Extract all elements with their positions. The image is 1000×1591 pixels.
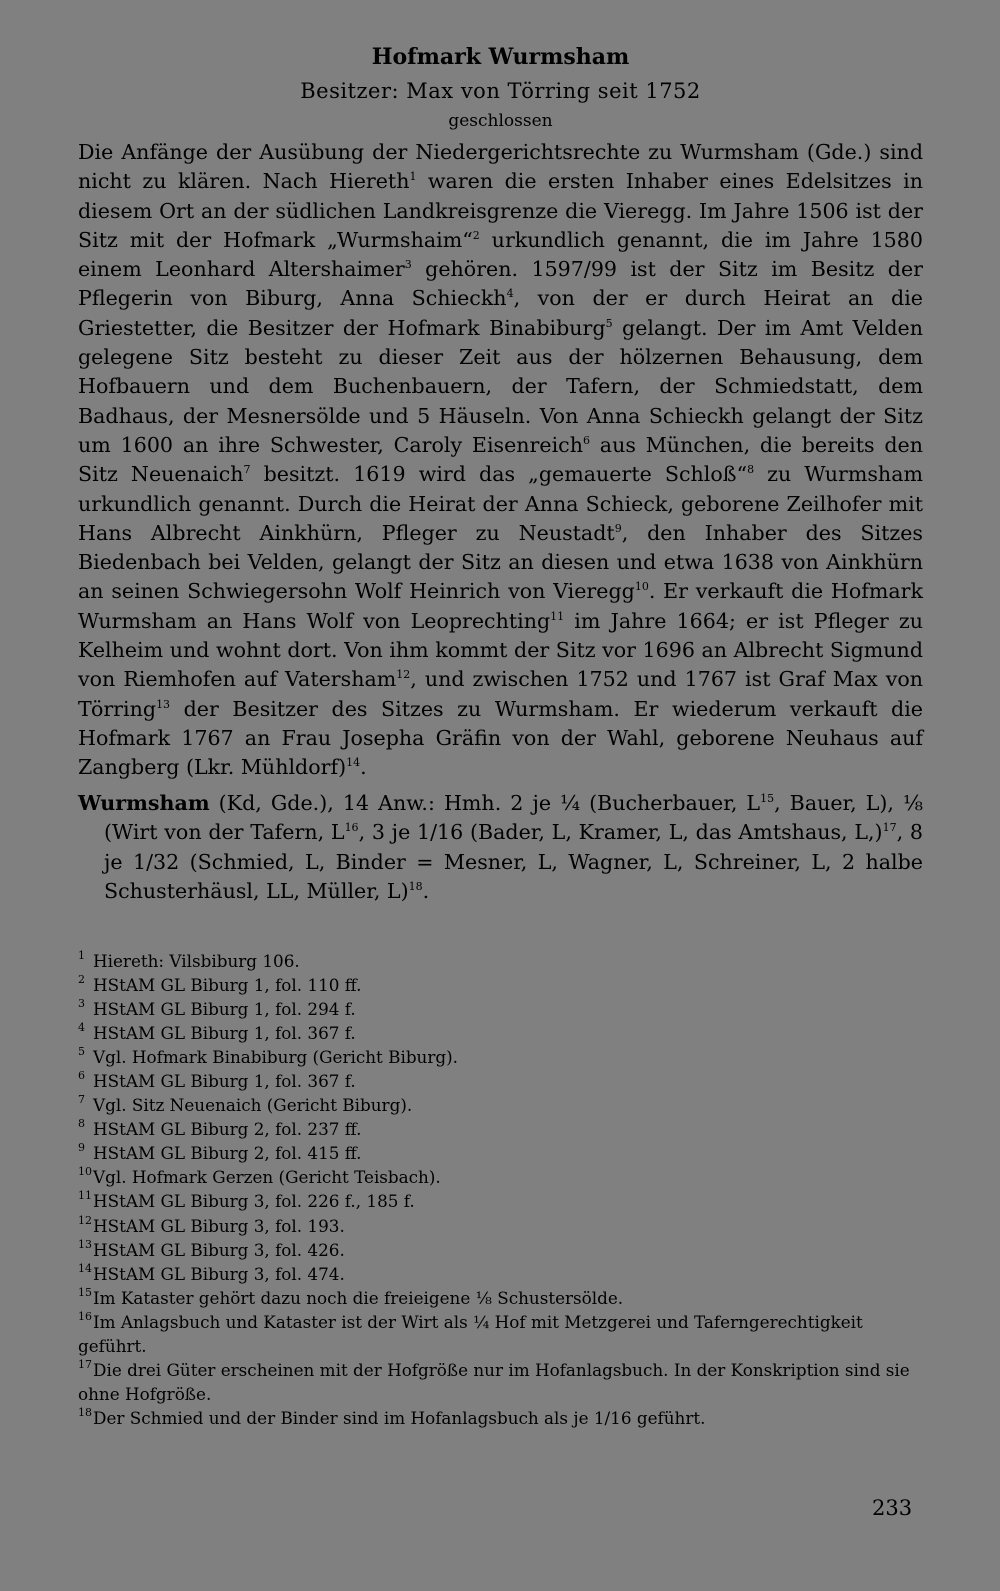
footnote-ref: 3 bbox=[404, 258, 412, 272]
footnote-ref: 10 bbox=[634, 580, 649, 594]
footnote-ref: 8 bbox=[747, 463, 755, 477]
footnote-ref: 18 bbox=[408, 880, 423, 894]
text-run: besitzt. 1619 wird das „gemauerte Schloß“ bbox=[250, 462, 748, 487]
footnote-text: HStAM GL Biburg 3, fol. 426. bbox=[93, 1239, 345, 1260]
footnote-ref: 12 bbox=[396, 668, 411, 682]
footnote-text: Im Anlagsbuch und Kataster ist der Wirt als ¼ Hof mit Metzgerei und Taferngerechtigkeit geführt. bbox=[78, 1311, 863, 1357]
text-run: aus München, die bereits den Sitz Neuenaich bbox=[78, 432, 923, 487]
footnote bbox=[78, 973, 923, 997]
footnote-text: HStAM GL Biburg 1, fol. 367 f. bbox=[93, 1071, 356, 1091]
text-run: zu Wurmsham urkundlich genannt. Durch die Heirat der Anna Schieck, geborene Zeilhofer mit Hans Albrecht Ainkhürn, Pfleger zu Neustadt bbox=[78, 462, 924, 545]
footnote-number: 7 bbox=[78, 1093, 85, 1107]
text-run: urkundlich genannt, die im Jahre 1580 einem Leonhard Altershaimer bbox=[78, 227, 923, 282]
footnote bbox=[78, 1189, 923, 1213]
footnote-ref: 1 bbox=[409, 170, 417, 184]
page-number: 233 bbox=[872, 1496, 913, 1520]
footnote-ref: 5 bbox=[605, 316, 613, 330]
footnote-number: 15 bbox=[78, 1285, 92, 1299]
footnote bbox=[78, 1069, 923, 1093]
text-run: im Jahre 1664; er ist Pfleger zu Kelheim und wohnt dort. Von ihm kommt der Sitz vor 1696 an Albrecht Sigmund von Riemhofen auf Vatersham bbox=[78, 608, 924, 692]
text-run: , 3 je 1/16 (Bader, L, Kramer, L, das Amtshaus, L,) bbox=[358, 820, 883, 845]
footnote-number: 4 bbox=[78, 1020, 85, 1034]
footnote-ref: 7 bbox=[243, 463, 251, 477]
footnote bbox=[78, 1286, 923, 1310]
footnote-text: HStAM GL Biburg 2, fol. 415 ff. bbox=[93, 1143, 362, 1164]
footnote-number: 16 bbox=[78, 1309, 92, 1323]
footnote-ref: 15 bbox=[760, 791, 775, 805]
owner-line: Besitzer: Max von Törring seit 1752 bbox=[300, 79, 701, 103]
document-page bbox=[78, 42, 923, 1430]
footnote-ref: 6 bbox=[582, 434, 590, 448]
footnote bbox=[78, 1310, 923, 1358]
footnote-text: HStAM GL Biburg 1, fol. 110 ff. bbox=[93, 974, 362, 995]
footnote-number: 10 bbox=[78, 1165, 92, 1179]
footnote-ref: 14 bbox=[346, 756, 361, 770]
footnote-number: 9 bbox=[78, 1141, 85, 1155]
text-run: . Er verkauft die Hofmark Wurmsham an Hans Wolf von Leoprechting bbox=[78, 579, 923, 633]
footnote-number: 12 bbox=[78, 1213, 92, 1227]
footnote-ref: 13 bbox=[156, 697, 171, 711]
text-run: . bbox=[360, 755, 367, 780]
footnote-ref: 17 bbox=[882, 821, 897, 835]
footnote-number: 13 bbox=[78, 1237, 92, 1251]
footnote-number: 1 bbox=[78, 948, 85, 962]
footnotes bbox=[78, 949, 923, 1431]
text-run: , von der er durch Heirat an die Griestetter, die Besitzer der Hofmark Binabiburg bbox=[78, 286, 923, 340]
footnote bbox=[78, 1165, 923, 1189]
footnote-number: 2 bbox=[78, 972, 85, 986]
footnote-text: Vgl. Sitz Neuenaich (Gericht Biburg). bbox=[93, 1095, 413, 1116]
footnote-text: HStAM GL Biburg 3, fol. 474. bbox=[93, 1263, 345, 1284]
text-run: (Kd, Gde.), 14 Anw.: Hmh. 2 je ¼ (Bucherbauer, L bbox=[209, 790, 761, 815]
footnote-number: 14 bbox=[78, 1261, 92, 1275]
text-run: Die Anfänge der Ausübung der Niedergerichtsrechte zu Wurmsham (Gde.) sind nicht zu klären. Nach Hiereth bbox=[78, 140, 923, 194]
text-run: , 8 je 1/32 (Schmied, L, Binder = Mesner, L, Wagner, L, Schreiner, L, 2 halbe Schusterhäusl, LL, Müller, L) bbox=[104, 820, 923, 904]
text-run: , den Inhaber des Sitzes Biedenbach bei Velden, gelangt der Sitz an diesen und etwa 1638 von Ainkhürn an seinen Schwiegersohn Wolf Heinrich von Vieregg bbox=[78, 520, 923, 604]
text-run: , Bauer, L), ⅛ (Wirt von der Tafern, L bbox=[104, 790, 923, 845]
page-title: Hofmark Wurmsham bbox=[371, 44, 630, 70]
footnote-text: HStAM GL Biburg 3, fol. 226 f., 185 f. bbox=[93, 1191, 415, 1212]
status-line: geschlossen bbox=[448, 111, 553, 131]
text-run: gehören. 1597/99 ist der Sitz im Besitz der Pflegerin von Biburg, Anna Schieckh bbox=[78, 257, 923, 311]
footnote-number: 11 bbox=[78, 1189, 92, 1203]
footnote-text: Vgl. Hofmark Gerzen (Gericht Teisbach). bbox=[93, 1167, 441, 1188]
footnote-number: 17 bbox=[78, 1358, 92, 1372]
footnote bbox=[78, 1358, 923, 1406]
text-run: , und zwischen 1752 und 1767 ist Graf Max von Törring bbox=[78, 667, 923, 721]
text-run: der Besitzer des Sitzes zu Wurmsham. Er wiederum verkauft die Hofmark 1767 an Frau Josepha Gräfin von der Wahl, geborene Neuhaus auf Zangberg (Lkr. Mühldorf) bbox=[78, 696, 923, 780]
footnote bbox=[78, 1117, 923, 1141]
footnote bbox=[78, 1262, 923, 1286]
footnote-text: HStAM GL Biburg 2, fol. 237 ff. bbox=[93, 1119, 362, 1140]
text-run: . bbox=[422, 879, 430, 904]
footnote bbox=[78, 1406, 923, 1430]
footnote bbox=[78, 1045, 923, 1069]
footnote-text: HStAM GL Biburg 3, fol. 193. bbox=[93, 1215, 345, 1236]
footnote bbox=[78, 1141, 923, 1165]
footnote bbox=[78, 1021, 923, 1045]
footnote-number: 6 bbox=[78, 1069, 85, 1082]
text-run: waren die ersten Inhaber eines Edelsitzes in diesem Ort an der südlichen Landkreisgrenze die Vieregg. Im Jahre 1506 ist der Sitz mit der Hofmark „Wurmshaim“ bbox=[78, 169, 923, 252]
footnote-number: 5 bbox=[78, 1044, 85, 1058]
footnote bbox=[78, 1093, 923, 1117]
footnote-text: Vgl. Hofmark Binabiburg (Gericht Biburg). bbox=[93, 1046, 459, 1067]
footnote-ref: 4 bbox=[506, 287, 514, 301]
footnote bbox=[78, 997, 923, 1021]
main-paragraph bbox=[78, 138, 923, 783]
footnote-number: 18 bbox=[78, 1406, 92, 1420]
footnote-text: HStAM GL Biburg 1, fol. 294 f. bbox=[93, 998, 356, 1019]
footnote-text: Hiereth: Vilsbiburg 106. bbox=[93, 950, 300, 971]
footnote-ref: 2 bbox=[472, 229, 480, 243]
place-name: Wurmsham bbox=[78, 790, 210, 815]
footnote-ref: 16 bbox=[344, 821, 359, 835]
footnote-number: 3 bbox=[78, 996, 85, 1010]
footnote-text: Der Schmied und der Binder sind im Hofanlagsbuch als je 1/16 geführt. bbox=[93, 1408, 706, 1429]
place-entry bbox=[78, 789, 923, 907]
text-run: gelangt. Der im Amt Velden gelegene Sitz besteht zu dieser Zeit aus der hölzernen Behausung, dem Hofbauern und dem Buchenbauern, der Tafern, der Schmiedstatt, dem Badhaus, der Mesnersölde und 5 Häuseln. Von Anna Schieckh gelangt der Sitz um 1600 an ihre Schwester, Caroly Eisenreich bbox=[78, 315, 923, 457]
footnote-number: 8 bbox=[78, 1117, 85, 1131]
footnote-ref: 9 bbox=[614, 522, 622, 535]
footnote-ref: 11 bbox=[550, 609, 565, 623]
footnote bbox=[78, 949, 923, 973]
footnote bbox=[78, 1214, 923, 1238]
footnote-text: HStAM GL Biburg 1, fol. 367 f. bbox=[93, 1022, 356, 1043]
footnote bbox=[78, 1238, 923, 1262]
footnote-text: Im Kataster gehört dazu noch die freieigene ⅛ Schustersölde. bbox=[93, 1287, 624, 1308]
footnote-text: Die drei Güter erscheinen mit der Hofgröße nur im Hofanlagsbuch. In der Konskription sind sie ohne Hofgröße. bbox=[78, 1360, 910, 1405]
